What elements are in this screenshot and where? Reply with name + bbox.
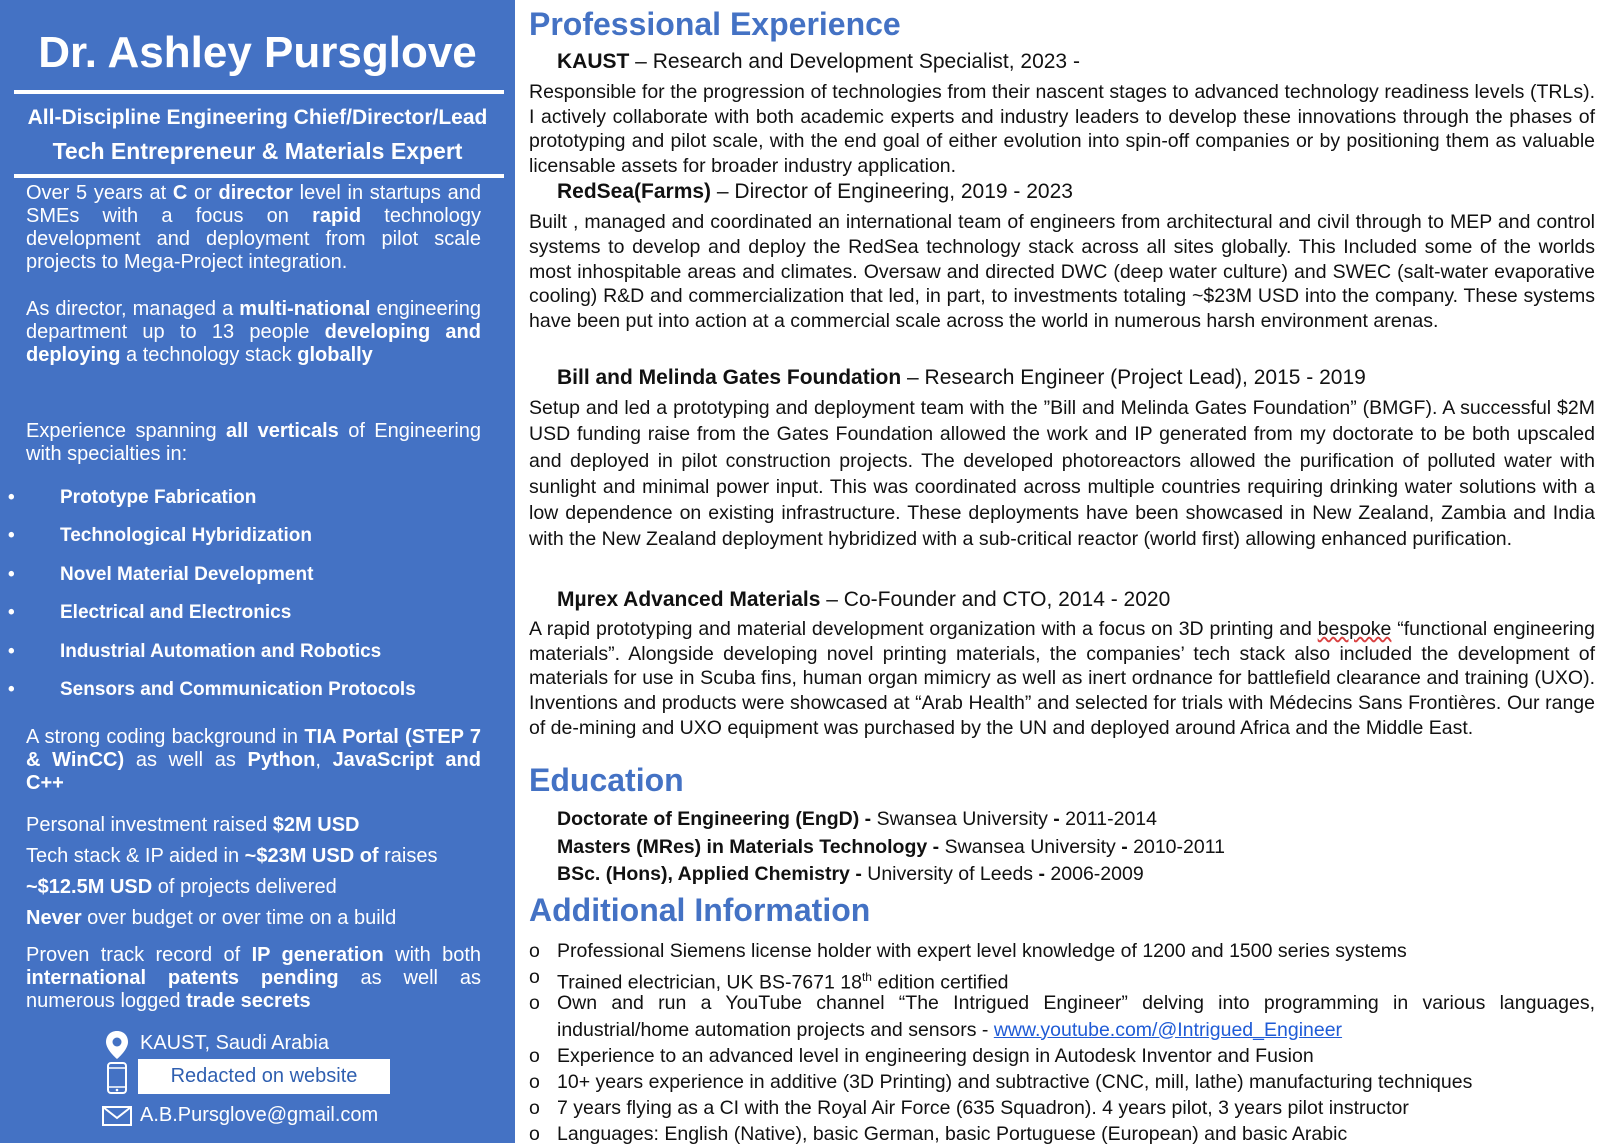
years: 2006-2009 (1050, 863, 1144, 885)
school: Swansea University (944, 836, 1122, 858)
bullet-glyph: o (529, 940, 540, 962)
job-org: KAUST (557, 50, 630, 73)
education-item (557, 808, 1157, 831)
job-description: Responsible for the progression of technologies from their nascent stages to advanced technology readiness levels (TRLs). I actively collaborate with both academic experts and industry leaders to develop these innovations through the phases of prototyping and pilot scale, with the end goal of either evolution into spin-off companies or by positioning them as valuable licensable assets for broader industry application. (529, 81, 1595, 177)
bullet-glyph: o (529, 992, 540, 1014)
map-pin-icon (104, 1030, 130, 1065)
education-item (557, 836, 1225, 859)
bullet-glyph: o (529, 1045, 540, 1067)
job-org: RedSea(Farms) (557, 180, 712, 203)
separator: - (1121, 836, 1134, 858)
years: 2010-2011 (1133, 836, 1225, 858)
job-role: – Director of Engineering, 2019 - 2023 (711, 180, 1073, 203)
bullet-glyph: • (8, 641, 15, 662)
section-heading-education: Education (529, 762, 684, 798)
job-header (557, 50, 1080, 74)
phone-icon (106, 1062, 128, 1099)
job-org: Bill and Melinda Gates Foundation (557, 366, 902, 389)
specialty-label: Sensors and Communication Protocols (60, 679, 416, 700)
job-header (557, 180, 1073, 204)
separator: - (1038, 863, 1051, 885)
specialty-label: Prototype Fabrication (60, 487, 257, 508)
email-link[interactable]: A.B.Pursglove@gmail.com (140, 1104, 379, 1126)
youtube-link[interactable]: www.youtube.com/@Intrigued_Engineer (993, 1018, 1343, 1041)
job-role: – Research Engineer (Project Lead), 2015 - 2019 (901, 366, 1366, 389)
sidebar (0, 0, 515, 1143)
divider-top (14, 90, 504, 94)
bullet-glyph: o (529, 1123, 540, 1145)
job-role: – Research and Development Specialist, 2023 - (629, 50, 1080, 73)
phone-redacted-field: Redacted on website (138, 1059, 390, 1094)
years: 2011-2014 (1065, 808, 1157, 830)
bullet-glyph: • (8, 525, 15, 546)
section-heading-additional: Additional Information (529, 892, 871, 928)
main-content: Professional Experience KAUST – Research and Development Specialist, 2023 - Responsible for the progression of technologies from their nascent stages to advanced technology readiness levels (TRLs). I actively collaborate with both academic experts and industry leaders to develop these innovations through the phases of prototyping and pilot scale, with the end goal of either evolution into spin-off companies or by positioning them as valuable licensable assets for broader industry application. RedSea(Farms) – Director of Engineering, 2019 - 2023 Built , managed and coordinated an international team of engineers from architectural and civil through to MEP and control systems to develop and deploy the RedSea technology stack across all sites globally. This Included some of the worlds most inhospitable areas and climates. Oversaw and directed DWC (deep water culture) and SWEC (salt-water evaporative cooling) R&D and commercialization that led, in part, to investments totaling ~$23M USD into the company. These systems have been put into action at a commercial scale across the world in numerous harsh environment arenas. Bill and Melinda Gates Foundation – Research Engineer (Project Lead), 2015 - 2019 Setup and led a prototyping and deployment team with the ”Bill and Melinda Gates Foundation” (BMGF). A successful $2M USD funding raise from the Gates Foundation allowed the work and IP generated from my doctorate to be both upscaled and deployed in pilot construction projects. The developed photoreactors allowed the purification of polluted water with sunlight and minimal power input. This was coordinated across multiple countries requiring drinking water solutions with a low dependence on existing infrastructure. These deployments have been showcased in New Zealand, Zambia and India with the New Zealand deployment hybridized with a sub-critical reactor (world first) allowing enhanced purification. Mµrex Advanced Materials – Co-Founder and CTO, 2014 - 2020 A rapid prototyping and material development organization with a focus on 3D printing and bespoke “functional engineering materials”. Alongside developing novel printing materials, the companies’ tech stack also included the development of materials for use in Scuba fins, human organ mimicry as well as inert ordnance for battlefield clearance and training (UXO). Inventions and products were showcased at “Arab Health” and selected for trials with Médecins Sans Frontières. Our range of de-mining and UXO equipment was purchased by the UN and deployed around Africa and the Middle East. Education Doctorate of Engineering (EngD) - Swansea University - 2011-2014 Masters (MRes) in Materials Technology - Swansea University - 2010-2011 BSc. (Hons), Applied Chemistry - University of Leeds - 2006-2009 Additional Information o Professional Siemens license holder with expert level knowledge of 1200 and 1500 series systems o Trained electrician, UK BS-7671 18th edition certified o Own and run a YouTube channel “The Intrigued Engineer” delving into programming in various languages, industrial/home automation projects and sensors - www.youtube.com/@Intrigued_Engineer o Experience to an advanced level in engineering design in Autodesk Inventor and Fusion o 10+ years experience in additive (3D Printing) and subtractive (CNC, mill, lathe) manufacturing techniques o 7 years flying as a CI with the Royal Air Force (635 Squadron). 4 years pilot, 3 years pilot instructor o Languages: English (Native), basic German, basic Portuguese (European) and basic Arabic (515, 0, 1610, 1143)
degree: Masters (MRes) in Materials Technology - (557, 836, 945, 858)
education-item (557, 863, 1144, 886)
stat-line: Never over budget or over time on a build (26, 907, 397, 929)
job-header (557, 588, 1170, 612)
spellcheck-flagged-word: bespoke (1317, 618, 1392, 640)
envelope-icon (102, 1106, 132, 1131)
job-description: Built , managed and coordinated an international team of engineers from architectural and civil through to MEP and control systems to develop and deploy the RedSea technology stack across all sites globally. This Included some of the worlds most inhospitable areas and climates. Oversaw and directed DWC (deep water culture) and SWEC (salt-water evaporative cooling) R&D and commercialization that led, in part, to investments totaling ~$23M USD into the company. These systems have been put into action at a commercial scale across the world in numerous harsh environment arenas. (529, 211, 1595, 333)
specialty-label: Technological Hybridization (60, 525, 312, 546)
tagline-primary: All-Discipline Engineering Chief/Director/Lead (27, 106, 488, 129)
separator: - (1053, 808, 1066, 830)
stat-line: Personal investment raised $2M USD (26, 814, 360, 836)
bullet-glyph: o (529, 1097, 540, 1119)
location-text: KAUST, Saudi Arabia (140, 1032, 329, 1054)
job-role: – Co-Founder and CTO, 2014 - 2020 (820, 588, 1171, 611)
job-header (557, 366, 1366, 390)
ip-paragraph: Proven track record of IP generation with both international patents pending as well as numerous logged trade secrets (26, 944, 481, 1012)
school: University of Leeds (867, 863, 1039, 885)
coding-paragraph: A strong coding background in TIA Portal (STEP 7 & WinCC) as well as Python, JavaScript and C++ (26, 726, 481, 794)
stat-line: ~$12.5M USD of projects delivered (26, 876, 337, 898)
specialty-label: Electrical and Electronics (60, 602, 292, 623)
bullet-glyph: • (8, 564, 15, 585)
summary-paragraph-3: Experience spanning all verticals of Engineering with specialties in: (26, 420, 482, 465)
degree: Doctorate of Engineering (EngD) - (557, 808, 877, 830)
specialty-label: Industrial Automation and Robotics (60, 641, 382, 662)
candidate-name: Dr. Ashley Pursglove (38, 28, 477, 77)
bullet-glyph: • (8, 679, 15, 700)
specialty-label: Novel Material Development (60, 564, 314, 585)
bullet-glyph: • (8, 602, 15, 623)
degree: BSc. (Hons), Applied Chemistry - (557, 863, 868, 885)
job-description: A rapid prototyping and material development organization with a focus on 3D printing and bespoke “functional engineering materials”. Alongside developing novel printing materials, the companies’ tech stack also included the development of materials for use in Scuba fins, human organ mimicry as well as inert ordnance for battlefield clearance and training (UXO). Inventions and products were showcased at “Arab Health” and selected for trials with Médecins Sans Frontières. Our range of de-mining and UXO equipment was purchased by the UN and deployed around Africa and the Middle East. (529, 618, 1595, 739)
section-heading-experience: Professional Experience (529, 6, 901, 42)
job-org: Mµrex Advanced Materials (557, 588, 821, 611)
bullet-glyph: • (8, 487, 15, 508)
tagline-secondary: Tech Entrepreneur & Materials Expert (52, 138, 463, 164)
bullet-glyph: o (529, 966, 540, 988)
stat-line: Tech stack & IP aided in ~$23M USD of raises (26, 845, 438, 867)
divider-bottom (14, 174, 504, 178)
summary-paragraph-1: Over 5 years at C or director level in startups and SMEs with a focus on rapid technology development and deployment from pilot scale projects to Mega-Project integration. (26, 182, 481, 273)
bullet-glyph: o (529, 1071, 540, 1093)
job-description: Setup and led a prototyping and deployment team with the ”Bill and Melinda Gates Foundation” (BMGF). A successful $2M USD funding raise from the Gates Foundation allowed the work and IP generated from my doctorate to be both upscaled and deployed in pilot construction projects. The developed photoreactors allowed the purification of polluted water with sunlight and minimal power input. This was coordinated across multiple countries requiring drinking water solutions with a low dependence on existing infrastructure. These deployments have been showcased in New Zealand, Zambia and India with the New Zealand deployment hybridized with a sub-critical reactor (world first) allowing enhanced purification. (529, 397, 1595, 551)
school: Swansea University (876, 808, 1054, 830)
summary-paragraph-2: As director, managed a multi-national engineering department up to 13 people developing and deploying a technology stack globally (26, 298, 481, 366)
